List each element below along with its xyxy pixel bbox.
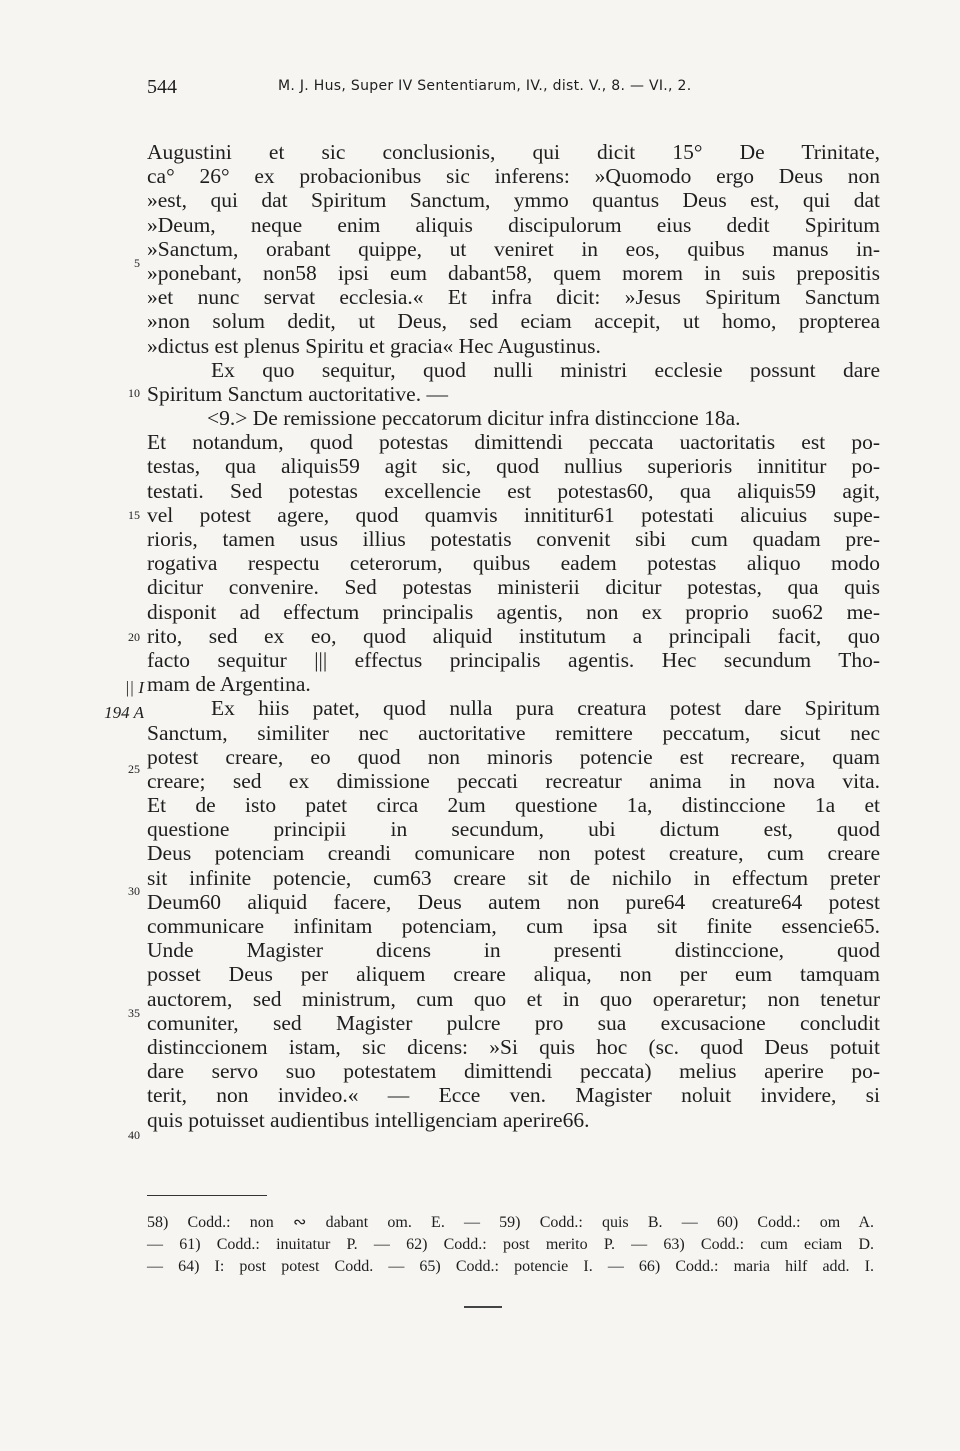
text-line: ca° 26° ex probacionibus sic inferens: »Quomodo ergo Deus non	[147, 164, 880, 189]
text-line: testas, qua aliquis59 agit sic, quod nullius superioris innititur po-	[147, 454, 880, 479]
text-line: Sanctum, similiter nec auctoritative remittere peccatum, sicut nec	[147, 720, 880, 745]
text-line: Et notandum, quod potestas dimittendi peccata uactoritatis est po-	[147, 430, 880, 455]
footnote-line: 58) Codd.: non ∾ dabant om. E. — 59) Codd.: quis B. — 60) Codd.: om A.	[147, 1214, 874, 1231]
folio-ref-mark: || I	[124, 678, 144, 697]
text-line: rioris, tamen usus illius potestatis convenit sibi cum quadam pre-	[147, 527, 880, 551]
text-line: Ex hiis patet, quod nulla pura creatura potest dare Spiritum	[211, 696, 880, 721]
line-number-30: 30	[128, 884, 140, 898]
text-line: »Deum, neque enim aliquis discipulorum eius dedit Spiritum	[147, 212, 880, 237]
text-line: vel potest agere, quod quamvis innititur61 potestati alicuius supe-	[147, 502, 880, 527]
text-line: »non solum dedit, ut Deus, sed eciam accepit, ut homo, propterea	[147, 309, 880, 334]
text-line: dare servo suo potestatem dimittendi peccata) melius aperire po-	[147, 1059, 880, 1084]
text-line: communicare infinitam potenciam, cum ipsa sit finite essencie65.	[147, 914, 880, 938]
footnote-line: — 61) Codd.: inuitatur P. — 62) Codd.: post merito P. — 63) Codd.: cum eciam D.	[147, 1236, 874, 1253]
text-line: auctorem, sed ministrum, cum quo et in quo operaretur; non tenetur	[147, 986, 880, 1011]
main-text	[147, 140, 880, 1132]
text-line: testati. Sed potestas excellencie est potestas60, qua aliquis59 agit,	[147, 478, 880, 503]
folio-ref-number: 194 A	[104, 703, 144, 722]
text-line: disponit ad effectum principalis agentis, non ex proprio suo62 me-	[147, 599, 880, 624]
text-line: Unde Magister dicens in presenti distinccione, quod	[147, 938, 880, 963]
text-line: comuniter, sed Magister pulcre pro sua excusacione concludit	[147, 1010, 880, 1035]
line-number-40: 40	[128, 1128, 140, 1142]
line-number-5: 5	[134, 256, 140, 270]
line-number-20: 20	[128, 630, 140, 644]
text-line: posset Deus per aliquem creare aliqua, non per eum tamquam	[147, 962, 880, 987]
text-line: terit, non invideo.« — Ecce ven. Magister noluit invidere, si	[147, 1083, 880, 1108]
footnotes	[147, 1212, 874, 1278]
line-number-15: 15	[128, 508, 140, 522]
footnote-line: — 64) I: post potest Codd. — 65) Codd.: potencie I. — 66) Codd.: maria hilf add. I.	[147, 1258, 874, 1275]
line-number-10: 10	[128, 386, 140, 400]
footnote-divider	[147, 1195, 267, 1196]
text-line: sit infinite potencie, cum63 creare sit de nichilo in effectum preter	[147, 865, 880, 890]
line-number-25: 25	[128, 762, 140, 776]
text-line: »est, qui dat Spiritum Sanctum, ymmo quantus Deus est, qui dat	[147, 188, 880, 213]
text-line: »et nunc servat ecclesia.« Et infra dicit: »Jesus Spiritum Sanctum	[147, 285, 880, 310]
text-line: »ponebant, non58 ipsi eum dabant58, quem morem in suis prepositis	[147, 260, 880, 285]
running-head: M. J. Hus, Super IV Sententiarum, IV., dist. V., 8. — VI., 2.	[278, 78, 692, 94]
text-line: Spiritum Sanctum auctoritative. —	[147, 381, 448, 406]
text-line: Et de isto patet circa 2um questione 1a, distinccione 1a et	[147, 793, 880, 818]
line-number-35: 35	[128, 1006, 140, 1020]
text-line: creare; sed ex dimissione peccati recreatur anima in nova vita.	[147, 768, 880, 793]
text-line: Deus potenciam creandi comunicare non potest creature, cum creare	[147, 841, 880, 866]
text-line: mam de Argentina.	[147, 672, 311, 697]
text-line: questione principii in secundum, ubi dictum est, quod	[147, 817, 880, 842]
page-end-rule	[464, 1306, 502, 1308]
text-line: Deum60 aliquid facere, Deus autem non pure64 creature64 potest	[147, 889, 880, 914]
text-line: distinccionem istam, sic dicens: »Si quis hoc (sc. quod Deus potuit	[147, 1034, 880, 1059]
text-line: quis potuisset audientibus intelligenciam aperire66.	[147, 1107, 590, 1132]
text-line: dicitur convenire. Sed potestas ministerii dicitur potestas, qua quis	[147, 575, 880, 600]
text-line: »dictus est plenus Spiritu et gracia« Hec Augustinus.	[147, 333, 601, 358]
text-line: rogativa respectu ceterorum, quibus eadem potestas aliquo modo	[147, 551, 880, 576]
text-line: potest creare, eo quod non minoris potencie est recreare, quam	[147, 744, 880, 769]
page-number: 544	[147, 76, 177, 98]
section-heading: <9.> De remissione peccatorum dicitur infra distinccione 18a.	[207, 406, 741, 431]
text-line: »Sanctum, orabant quippe, ut veniret in eos, quibus manus in-	[147, 236, 880, 261]
text-line: Ex quo sequitur, quod nulli ministri ecclesie possunt dare	[211, 357, 880, 382]
text-line: facto sequitur ||| effectus principalis agentis. Hec secundum Tho-	[147, 647, 880, 672]
text-line: Augustini et sic conclusionis, qui dicit 15° De Trinitate,	[147, 140, 880, 164]
text-line: rito, sed ex eo, quod aliquid institutum a principali facit, quo	[147, 623, 880, 648]
